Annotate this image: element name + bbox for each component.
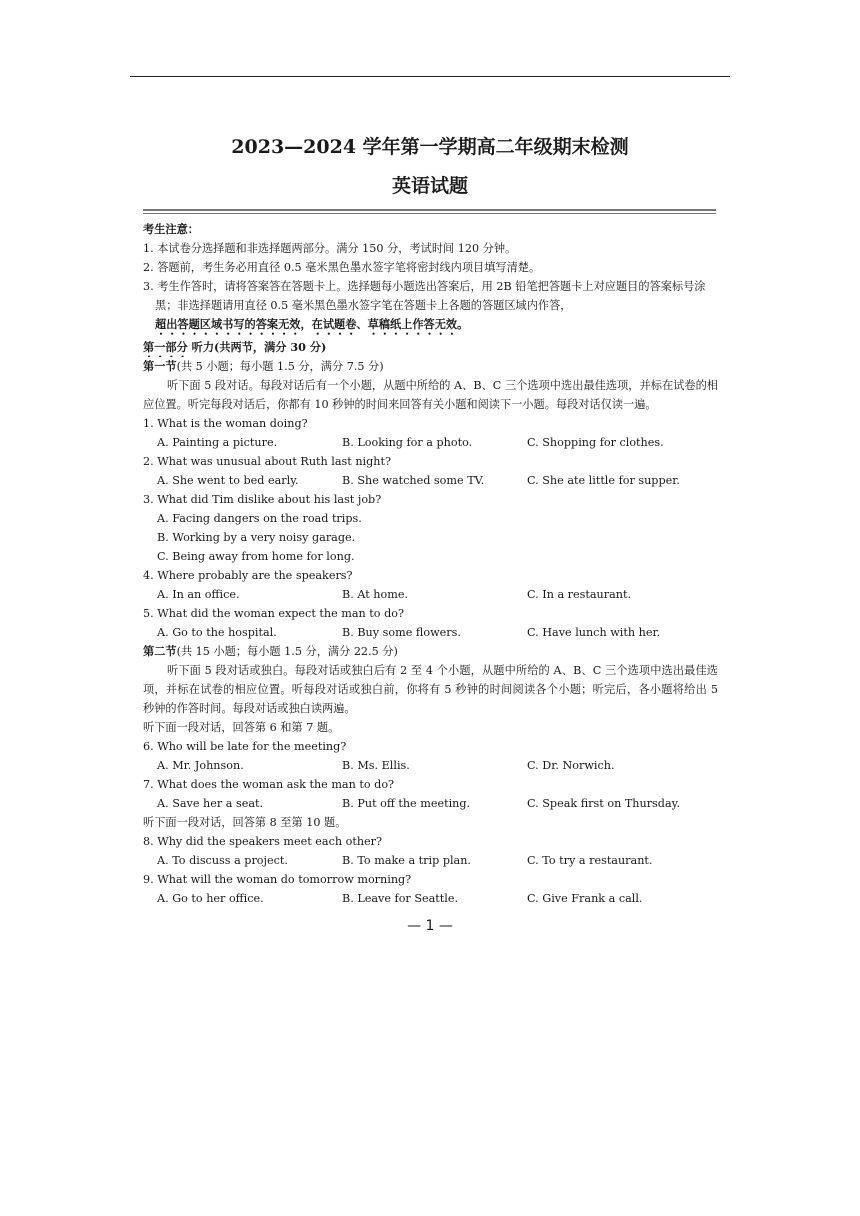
notice-item-2: 2. 答题前，考生务必用直径 0.5 毫米黑色墨水签字笔将密封线内项目填写清楚。 (143, 261, 541, 274)
section2-lead-1: 听下面一段对话，回答第 6 和第 7 题。 (143, 721, 340, 734)
notice-emphasis: 超出答题区域书写的答案无效，在试题卷、草稿纸上作答无效。 (155, 317, 469, 331)
option-c: C. Have lunch with her. (527, 626, 661, 639)
option-a: A. Save her a seat. (157, 797, 264, 810)
question-1: 1. What is the woman doing? (143, 417, 308, 430)
notice-item-1: 1. 本试卷分选择题和非选择题两部分。满分 150 分，考试时间 120 分钟。 (143, 242, 517, 255)
option-a: A. She went to bed early. (157, 474, 299, 487)
page-number: — 1 — (407, 918, 453, 934)
notice-item-3 (143, 277, 718, 338)
option-b: B. Ms. Ellis. (342, 759, 410, 772)
part1-heading-line (143, 338, 718, 357)
section1-instructions: 听下面 5 段对话。每段对话后有一个小题，从题中所给的 A、B、C 三个选项中选出最佳选项，并标在试卷的相应位置。听完每段对话后，你都有 10 秒钟的时间来回答有关小题和阅读下一小题。每段对话仅读一遍。 (143, 379, 718, 411)
option-a: A. Facing dangers on the road trips. (157, 512, 362, 525)
section2-instructions: 听下面 5 段对话或独白。每段对话或独白后有 2 至 4 个小题，从题中所给的 A、B、C 三个选项中选出最佳选项，并标在试卷的相应位置。听每段对话或独白前，你将有 5 秒钟的时间阅读各个小题；听完后，各小题将给出 5 秒钟的作答时间。每段对话或独白读两遍。 (143, 664, 718, 715)
question-3: 3. What did Tim dislike about his last job? (143, 493, 382, 506)
option-c: C. Give Frank a call. (527, 892, 643, 905)
question-9-options (143, 889, 718, 908)
header-double-rule (143, 209, 716, 214)
option-b: B. Buy some flowers. (342, 626, 461, 639)
question-5: 5. What did the woman expect the man to do? (143, 607, 404, 620)
question-2: 2. What was unusual about Ruth last night? (143, 455, 391, 468)
question-7-options (143, 794, 718, 813)
option-b: B. At home. (342, 588, 408, 601)
top-rule (130, 76, 730, 77)
question-8: 8. Why did the speakers meet each other? (143, 835, 383, 848)
exam-content (143, 220, 718, 908)
question-4: 4. Where probably are the speakers? (143, 569, 353, 582)
section2-heading-rest: (共 15 小题；每小题 1.5 分，满分 22.5 分) (176, 645, 398, 658)
section1-heading-rest: (共 5 小题；每小题 1.5 分，满分 7.5 分) (176, 360, 384, 373)
exam-title: 2023—2024 学年第一学期高二年级期末检测 (231, 136, 629, 158)
option-b: B. To make a trip plan. (342, 854, 471, 867)
option-c: C. Being away from home for long. (157, 550, 355, 563)
question-6: 6. Who will be late for the meeting? (143, 740, 347, 753)
question-4-options (143, 585, 718, 604)
part1-heading: 第一部分 (143, 340, 188, 354)
section2-heading-line (143, 642, 718, 661)
section2-lead-2: 听下面一段对话，回答第 8 至第 10 题。 (143, 816, 347, 829)
option-a: A. To discuss a project. (157, 854, 288, 867)
notice-heading: 考生注意： (143, 222, 199, 236)
part1-heading-rest: 听力(共两节，满分 30 分) (187, 340, 327, 354)
option-a: A. Go to the hospital. (157, 626, 277, 639)
option-a: A. In an office. (157, 588, 240, 601)
question-1-options (143, 433, 718, 452)
question-9: 9. What will the woman do tomorrow morning? (143, 873, 412, 886)
section1-heading: 第一节 (143, 359, 177, 373)
question-2-options (143, 471, 718, 490)
option-b: B. Leave for Seattle. (342, 892, 459, 905)
exam-subtitle: 英语试题 (391, 175, 468, 197)
question-7: 7. What does the woman ask the man to do? (143, 778, 395, 791)
question-8-options (143, 851, 718, 870)
option-c: C. To try a restaurant. (527, 854, 653, 867)
option-a: A. Painting a picture. (157, 436, 278, 449)
option-b: B. She watched some TV. (342, 474, 485, 487)
option-c: C. Dr. Norwich. (527, 759, 615, 772)
notice-item-3-text: 3. 考生作答时，请将答案答在答题卡上。选择题每小题选出答案后，用 2B 铅笔把答题卡上对应题目的答案标号涂黑；非选择题请用直径 0.5 毫米黑色墨水签字笔在答题卡上各题的答题区域内作答， (143, 280, 706, 312)
option-b: B. Looking for a photo. (342, 436, 473, 449)
option-c: C. Shopping for clothes. (527, 436, 664, 449)
option-c: C. Speak first on Thursday. (527, 797, 681, 810)
option-c: C. In a restaurant. (527, 588, 632, 601)
question-6-options (143, 756, 718, 775)
option-b: B. Working by a very noisy garage. (157, 531, 356, 544)
section2-heading: 第二节 (143, 644, 177, 658)
option-a: A. Go to her office. (157, 892, 264, 905)
question-5-options (143, 623, 718, 642)
section1-heading-line (143, 357, 718, 376)
option-b: B. Put off the meeting. (342, 797, 471, 810)
option-a: A. Mr. Johnson. (157, 759, 244, 772)
option-c: C. She ate little for supper. (527, 474, 680, 487)
